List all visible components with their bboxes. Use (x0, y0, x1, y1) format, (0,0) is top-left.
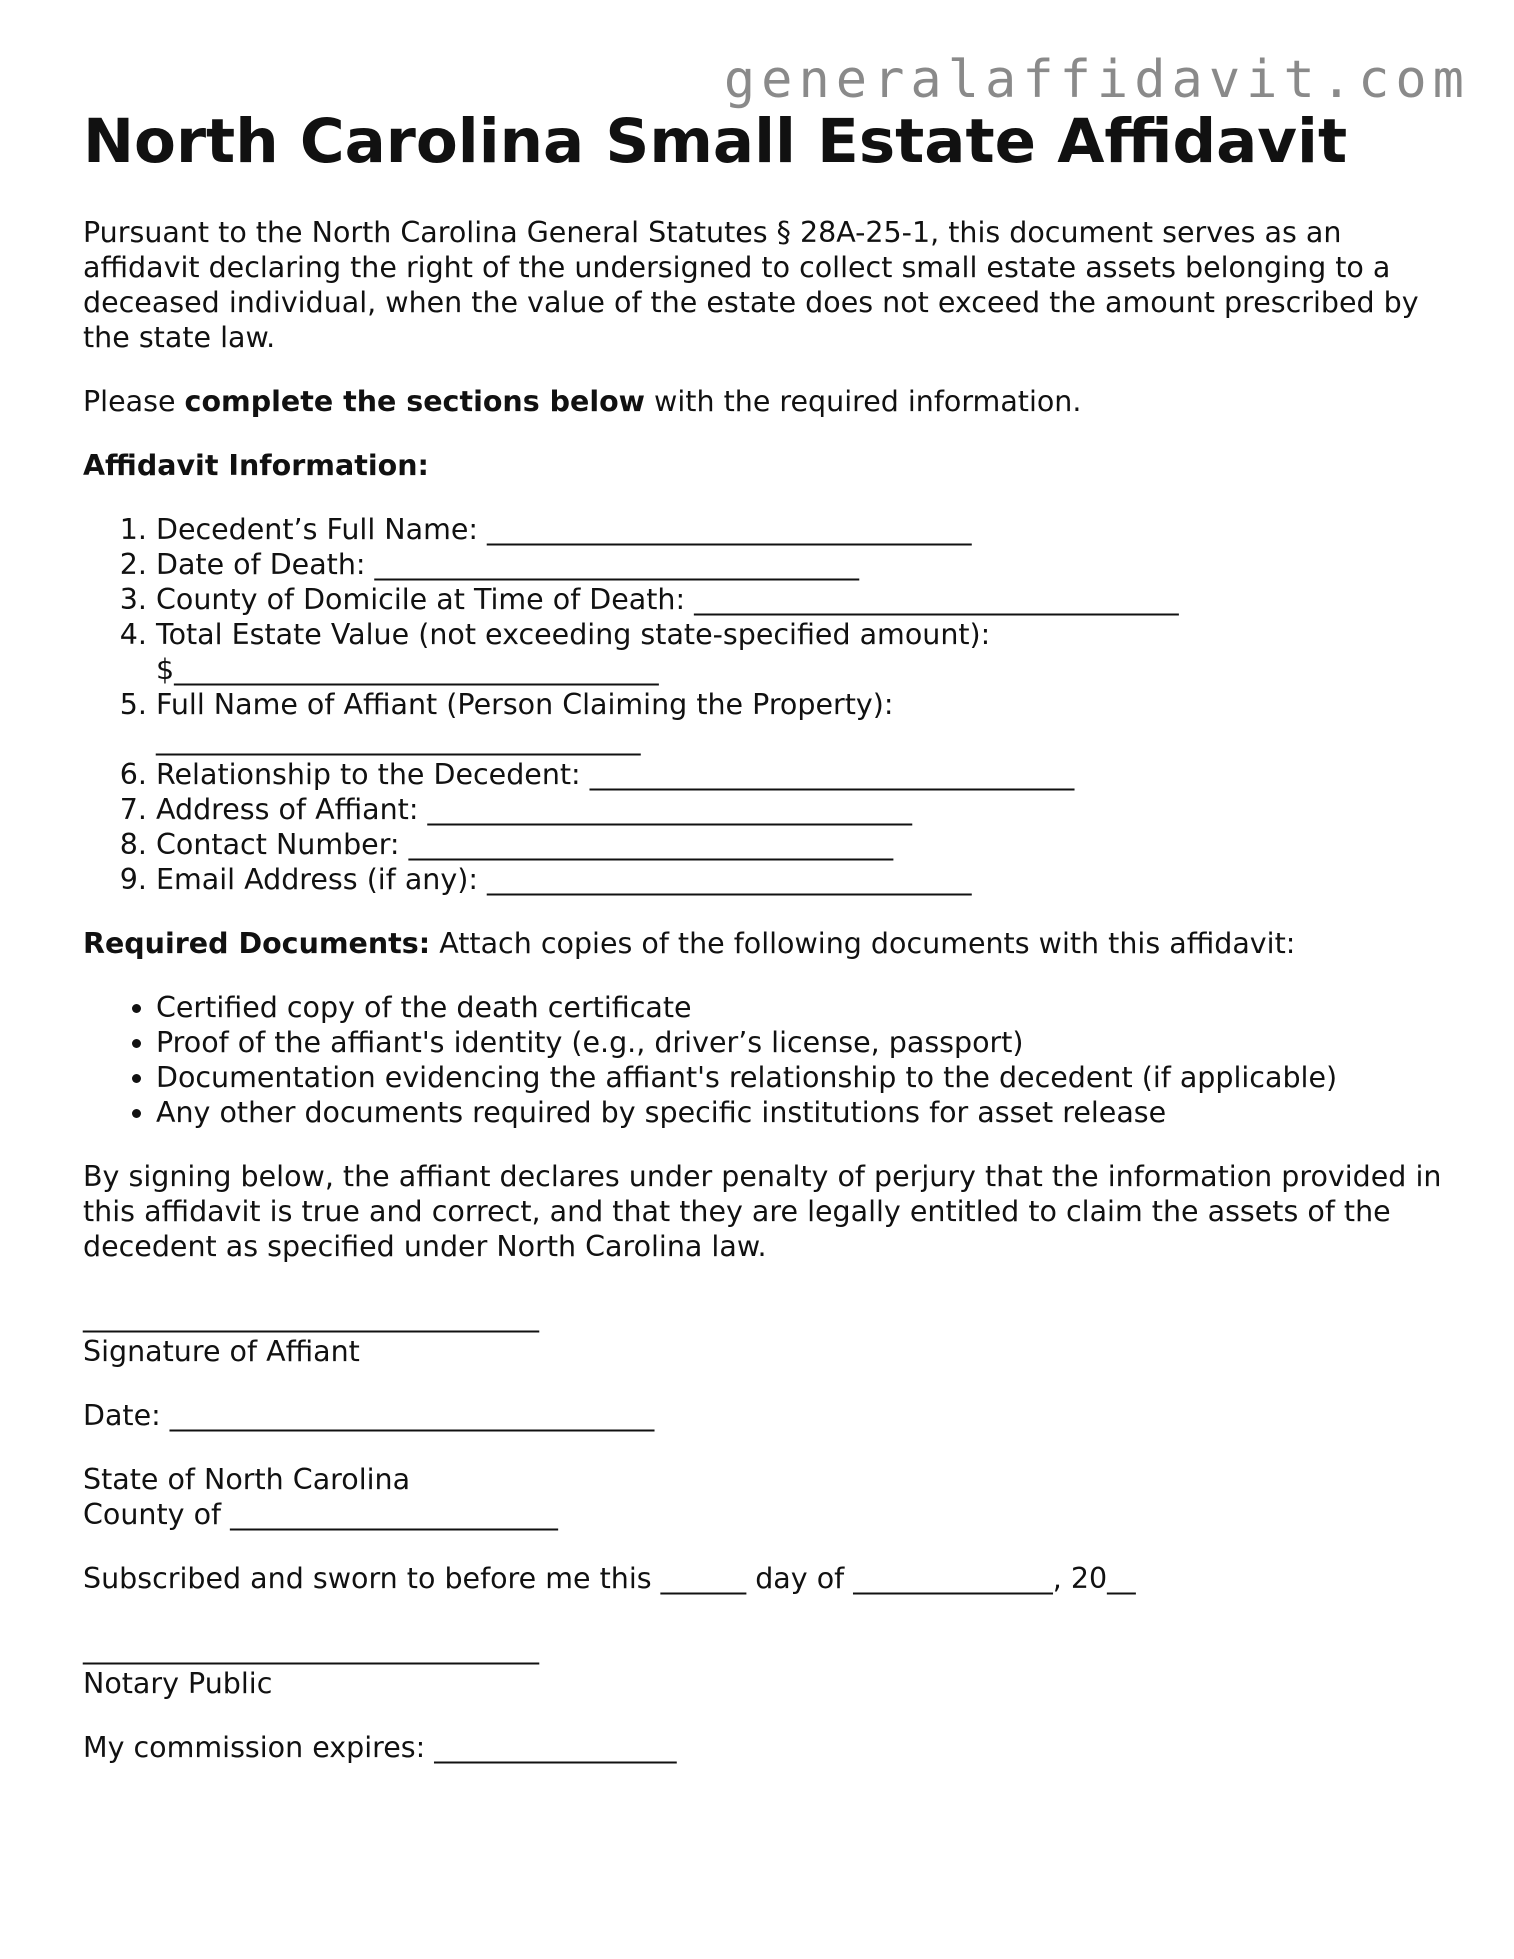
field-contact-number: 8. Contact Number: __________________________________ (156, 827, 1443, 862)
venue-block (83, 1462, 1443, 1532)
intro-paragraph: Pursuant to the North Carolina General Statutes § 28A-25-1, this document serves as an affidavit declaring the right of the undersigned to collect small estate assets belonging to a deceased individual, when the value of the estate does not exceed the amount prescribed by the state law. (83, 216, 1419, 354)
notary-label: Notary Public (83, 1667, 273, 1700)
state-line: State of North Carolina (83, 1463, 411, 1496)
sworn-line: Subscribed and sworn to before me this ______ day of ______________, 20__ (83, 1562, 1136, 1595)
instruction-before: Please (83, 385, 185, 418)
signature-line: ________________________________ (83, 1300, 539, 1333)
required-docs-paragraph (83, 926, 1443, 961)
required-docs-lead: Attach copies of the following documents with this affidavit: (430, 927, 1296, 960)
field-decedent-name: 1. Decedent’s Full Name: __________________________________ (156, 512, 1443, 547)
field-total-estate-value: 4. Total Estate Value (not exceeding state-specified amount): $__________________________________ (156, 617, 1156, 687)
doc-item: • Documentation evidencing the affiant's relationship to the decedent (if applicable) (156, 1060, 1443, 1095)
notary-signature-line: ________________________________ (83, 1632, 539, 1665)
field-date-of-death: 2. Date of Death: __________________________________ (156, 547, 1443, 582)
watermark: generalaffidavit.com (723, 50, 1470, 110)
field-email-address: 9. Email Address (if any): __________________________________ (156, 862, 1443, 897)
declaration-paragraph: By signing below, the affiant declares under penalty of perjury that the information provided in this affidavit is true and correct, and that they are legally entitled to claim the assets of the decedent as specified under North Carolina law. (83, 1160, 1442, 1263)
instruction-after: with the required information. (645, 385, 1082, 418)
signature-block (83, 1299, 1443, 1369)
field-affiant-address: 7. Address of Affiant: __________________________________ (156, 792, 1443, 827)
field-affiant-name: 5. Full Name of Affiant (Person Claiming the Property): __________________________________ (156, 687, 1056, 757)
affidavit-info-heading: Affidavit Information: (83, 449, 429, 482)
document-body (83, 215, 1443, 1794)
notary-block (83, 1631, 1443, 1701)
signature-label: Signature of Affiant (83, 1335, 360, 1368)
doc-item: • Proof of the affiant's identity (e.g., driver’s license, passport) (156, 1025, 1443, 1060)
date-field: Date: __________________________________ (83, 1399, 655, 1432)
commission-expires: My commission expires: _________________ (83, 1731, 677, 1764)
affidavit-info-list (83, 512, 1443, 897)
instruction-bold: complete the sections below (184, 385, 645, 418)
required-docs-heading: Required Documents: (83, 927, 431, 960)
field-relationship: 6. Relationship to the Decedent: __________________________________ (156, 757, 1443, 792)
county-line: County of _______________________ (83, 1498, 558, 1531)
required-docs-list (83, 990, 1443, 1130)
doc-item: • Certified copy of the death certificate (156, 990, 1443, 1025)
field-county-of-domicile: 3. County of Domicile at Time of Death: __________________________________ (156, 582, 1443, 617)
document-title: North Carolina Small Estate Affidavit (83, 106, 1348, 177)
doc-item: • Any other documents required by specific institutions for asset release (156, 1095, 1443, 1130)
instruction-paragraph (83, 384, 1443, 419)
